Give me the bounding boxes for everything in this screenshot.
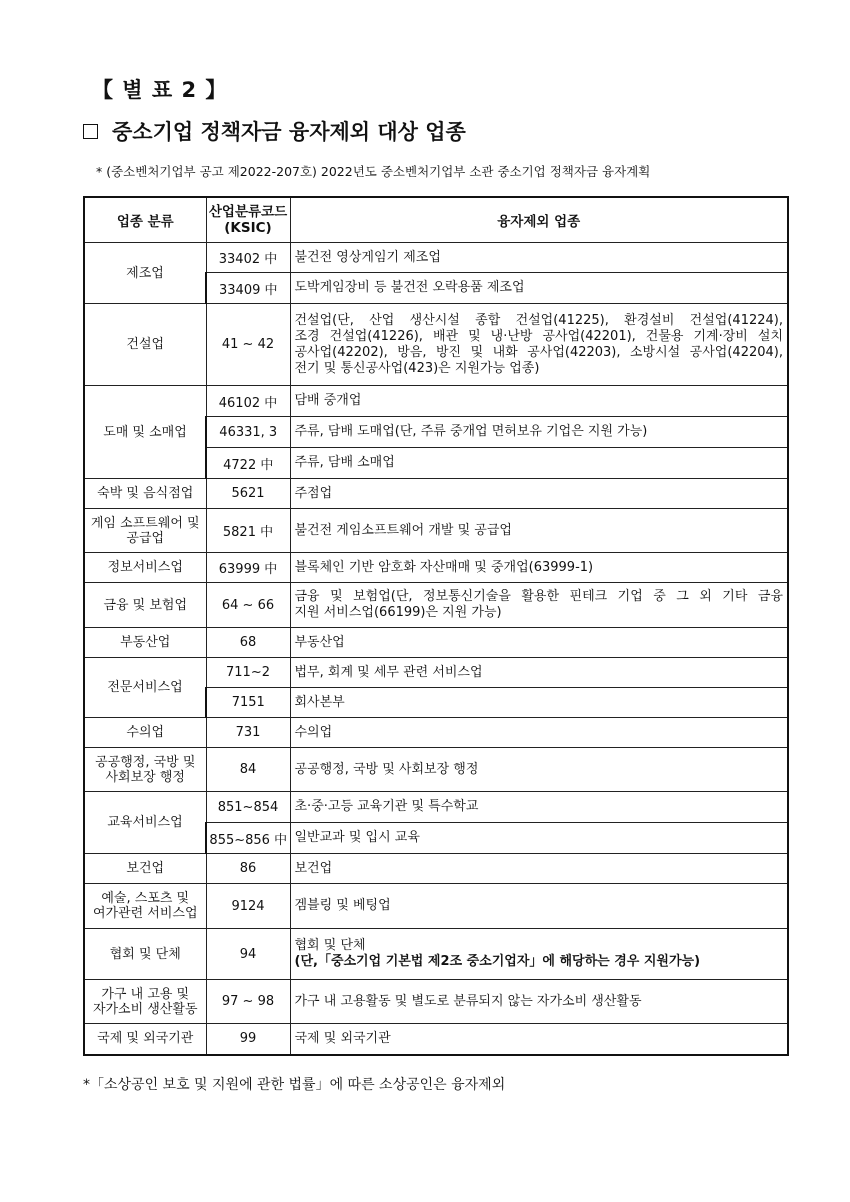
code-cell: 63999 中	[206, 553, 290, 583]
category-cell: 숙박 및 음식점업	[84, 479, 206, 509]
desc-cell	[290, 304, 788, 386]
table-row	[84, 748, 788, 792]
category-line: 예술, 스포츠 및	[101, 891, 190, 906]
desc-cell: 국제 및 외국기관	[290, 1024, 788, 1055]
table-row	[84, 718, 788, 748]
code-cell: 99	[206, 1024, 290, 1055]
category-cell: 협회 및 단체	[84, 929, 206, 980]
code-cell: 7151	[206, 688, 290, 718]
desc-line: 조경 건설업(41226), 배관 및 냉·난방 공사업(42201), 건물용 기계·장비 설치	[294, 328, 783, 344]
desc-cell: 겜블링 및 베팅업	[290, 884, 788, 929]
desc-cell: 보건업	[290, 854, 788, 884]
code-cell: 851~854	[206, 792, 290, 823]
header-excluded: 융자제외 업종	[290, 197, 788, 243]
category-cell: 국제 및 외국기관	[84, 1024, 206, 1055]
desc-cell: 담배 중개업	[290, 386, 788, 417]
desc-cell: 공공행정, 국방 및 사회보장 행정	[290, 748, 788, 792]
code-cell: 731	[206, 718, 290, 748]
desc-line: 건설업(단, 산업 생산시설 종합 건설업(41225), 환경설비 건설업(41224),	[294, 312, 783, 328]
category-line: 공공행정, 국방 및	[95, 754, 196, 770]
table-row	[84, 792, 788, 823]
code-cell: 711~2	[206, 658, 290, 688]
page-title-text: 중소기업 정책자금 융자제외 대상 업종	[112, 120, 466, 144]
category-cell: 수의업	[84, 718, 206, 748]
desc-cell: 초·중·고등 교육기관 및 특수학교	[290, 792, 788, 823]
footnote: *「소상공인 보호 및 지원에 관한 법률」에 따른 소상공인은 융자제외	[83, 1077, 506, 1093]
desc-line: 금융 및 보험업(단, 정보통신기술을 활용한 핀테크 기업 중 그 외 기타 금융	[294, 589, 783, 604]
code-cell: 97 ~ 98	[206, 980, 290, 1024]
desc-cell: 불건전 게임소프트웨어 개발 및 공급업	[290, 509, 788, 553]
desc-line: 협회 및 단체	[294, 938, 366, 953]
category-cell: 정보서비스업	[84, 553, 206, 583]
desc-cell: 일반교과 및 입시 교육	[290, 823, 788, 854]
header-code	[206, 197, 290, 243]
header-code-line2: (KSIC)	[224, 220, 272, 236]
desc-cell: 불건전 영상게임기 제조업	[290, 243, 788, 273]
table-row	[84, 553, 788, 583]
category-line: 자가소비 생산활동	[92, 1001, 198, 1017]
table-row	[84, 386, 788, 417]
code-cell: 5821 中	[206, 509, 290, 553]
code-cell: 33402 中	[206, 243, 290, 273]
code-cell: 86	[206, 854, 290, 884]
desc-cell	[290, 583, 788, 628]
category-cell	[84, 980, 206, 1024]
desc-cell: 회사본부	[290, 688, 788, 718]
source-note: * (중소벤처기업부 공고 제2022-207호) 2022년도 중소벤처기업부 소관 중소기업 정책자금 융자계획	[96, 164, 651, 179]
table-row	[84, 658, 788, 688]
table-row	[84, 583, 788, 628]
code-cell: 41 ~ 42	[206, 304, 290, 386]
category-cell	[84, 748, 206, 792]
table-row	[84, 854, 788, 884]
category-line: 게임 소프트웨어 및	[90, 515, 200, 531]
desc-cell: 수의업	[290, 718, 788, 748]
annex-label: 【 별 표 2 】	[92, 78, 228, 102]
desc-cell: 도박게임장비 등 불건전 오락용품 제조업	[290, 273, 788, 304]
category-cell: 교육서비스업	[84, 792, 206, 854]
category-cell: 부동산업	[84, 628, 206, 658]
table-row	[84, 479, 788, 509]
desc-cell: 주점업	[290, 479, 788, 509]
category-line: 여가관련 서비스업	[92, 906, 198, 921]
table-row	[84, 980, 788, 1024]
table-row	[84, 243, 788, 273]
code-cell: 64 ~ 66	[206, 583, 290, 628]
table-row	[84, 304, 788, 386]
desc-line: 공사업(42202), 방음, 방진 및 내화 공사업(42203), 소방시설 공사업(42204),	[294, 344, 783, 360]
desc-cell: 주류, 담배 소매업	[290, 448, 788, 479]
category-cell: 금융 및 보험업	[84, 583, 206, 628]
desc-line: 지원 서비스업(66199)은 지원 가능)	[294, 605, 502, 620]
code-cell: 94	[206, 929, 290, 980]
code-cell: 855~856 中	[206, 823, 290, 854]
desc-line-bold: (단,「중소기업 기본법 제2조 중소기업자」에 해당하는 경우 지원가능)	[294, 954, 701, 969]
table-row	[84, 628, 788, 658]
desc-cell: 부동산업	[290, 628, 788, 658]
category-cell: 도매 및 소매업	[84, 386, 206, 479]
category-cell: 보건업	[84, 854, 206, 884]
header-code-line1: 산업분류코드	[208, 204, 288, 220]
category-line: 공급업	[126, 530, 165, 546]
category-cell: 제조업	[84, 243, 206, 304]
table-row	[84, 509, 788, 553]
code-cell: 33409 中	[206, 273, 290, 304]
category-line: 가구 내 고용 및	[101, 986, 190, 1002]
table-header-row	[84, 197, 788, 243]
page-title	[83, 116, 466, 146]
category-cell: 전문서비스업	[84, 658, 206, 718]
category-cell	[84, 884, 206, 929]
table-row	[84, 884, 788, 929]
code-cell: 5621	[206, 479, 290, 509]
code-cell: 68	[206, 628, 290, 658]
header-category: 업종 분류	[84, 197, 206, 243]
desc-cell: 가구 내 고용활동 및 별도로 분류되지 않는 자가소비 생산활동	[290, 980, 788, 1024]
desc-cell: 법무, 회계 및 세무 관련 서비스업	[290, 658, 788, 688]
table-row	[84, 1024, 788, 1055]
desc-cell: 블록체인 기반 암호화 자산매매 및 중개업(63999-1)	[290, 553, 788, 583]
checkbox-square-icon	[83, 124, 98, 139]
desc-line: 전기 및 통신공사업(423)은 지원가능 업종)	[294, 360, 540, 376]
desc-cell: 주류, 담배 도매업(단, 주류 중개업 면허보유 기업은 지원 가능)	[290, 417, 788, 448]
code-cell: 46102 中	[206, 386, 290, 417]
code-cell: 46331, 3	[206, 417, 290, 448]
category-cell	[84, 509, 206, 553]
code-cell: 84	[206, 748, 290, 792]
table-row	[84, 929, 788, 980]
desc-cell	[290, 929, 788, 980]
code-cell: 4722 中	[206, 448, 290, 479]
category-cell: 건설업	[84, 304, 206, 386]
category-line: 사회보장 행정	[105, 769, 185, 785]
exclusion-table	[83, 196, 789, 1056]
code-cell: 9124	[206, 884, 290, 929]
